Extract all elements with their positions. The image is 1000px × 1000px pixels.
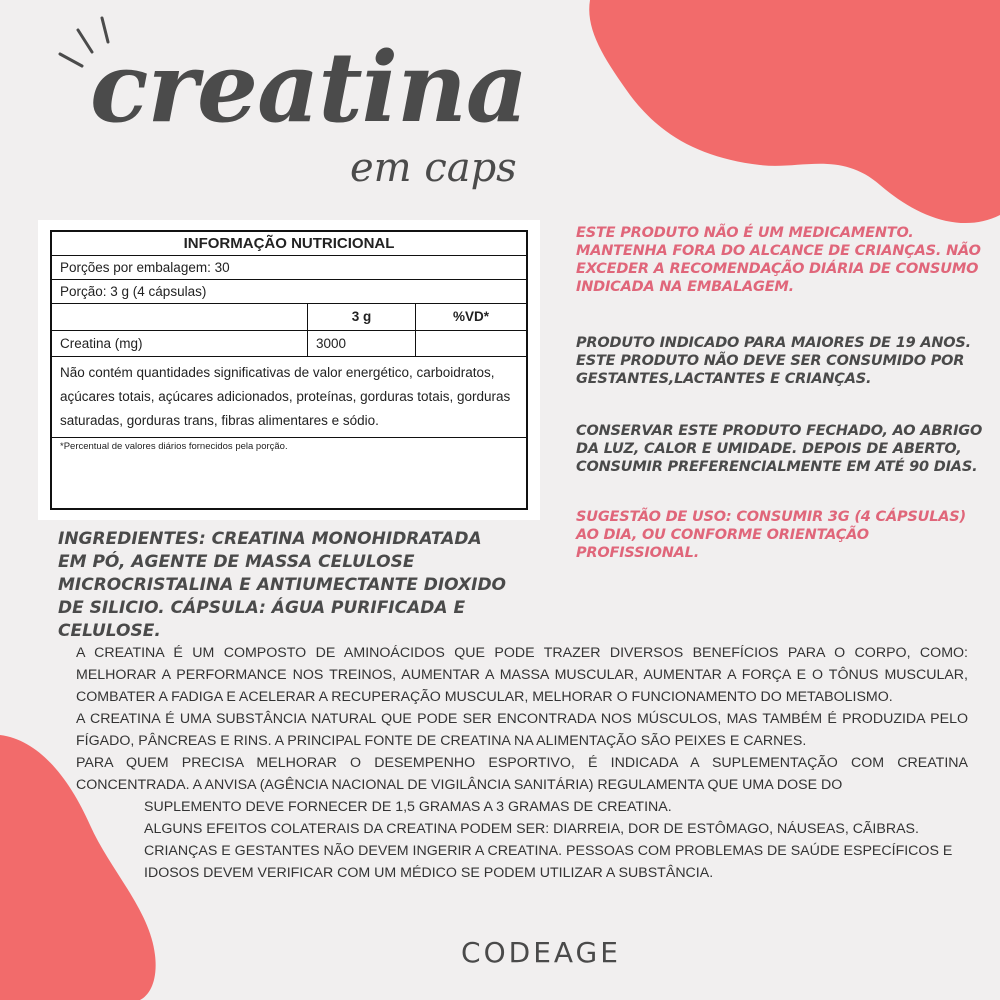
description-body [76, 642, 968, 884]
warning-age: PRODUTO INDICADO PARA MAIORES DE 19 ANOS. ESTE PRODUTO NÃO DEVE SER CONSUMIDO POR GESTANTES,LACTANTES E CRIANÇAS. [576, 335, 971, 387]
row-value: 3000 [308, 331, 416, 356]
usage-suggestion: SUGESTÃO DE USO: CONSUMIR 3G (4 CÁPSULAS) AO DIA, OU CONFORME ORIENTAÇÃO PROFISSIONAL. [576, 509, 966, 561]
title-block [50, 10, 570, 200]
brand-logo: CODEAGE [461, 936, 621, 969]
header-empty-cell [52, 304, 308, 330]
paragraph-supplementation: PARA QUEM PRECISA MELHORAR O DESEMPENHO ESPORTIVO, É INDICADA A SUPLEMENTAÇÃO COM CREATINA CONCENTRADA. A ANVISA (AGÊNCIA NACIONAL DE VIGILÂNCIA SANITÁRIA) REGULAMENTA QUE UMA DOSE DO [76, 755, 968, 793]
ingredients-text: INGREDIENTES: CREATINA MONOHIDRATADA EM PÓ, AGENTE DE MASSA CELULOSE MICROCRISTALINA E ANTIUMECTANTE DIOXIDO DE SILICIO. CÁPSULA: ÁGUA PURIFICADA E CELULOSE. [58, 529, 507, 641]
nutrition-title: INFORMAÇÃO NUTRICIONAL [52, 232, 526, 256]
nutrition-footnote: *Percentual de valores diários fornecidos pela porção. [60, 441, 288, 452]
header-amount: 3 g [308, 304, 416, 330]
table-row [52, 331, 526, 357]
row-label: Creatina (mg) [52, 331, 308, 356]
portion-size: Porção: 3 g (4 cápsulas) [52, 280, 526, 304]
product-title: creatina [90, 31, 528, 144]
nutrition-header-row [52, 304, 526, 331]
nutrition-table [38, 220, 540, 520]
nutrition-note: Não contém quantidades significativas de valor energético, carboidratos, açúcares totais, açúcares adicionados, proteínas, gorduras totais, gorduras saturadas, gorduras trans, fibras alimentares e sódio. [52, 357, 526, 438]
paragraph-dose: SUPLEMENTO DEVE FORNECER DE 1,5 GRAMAS A 3 GRAMAS DE CREATINA. [144, 799, 672, 815]
product-subtitle: em caps [350, 145, 517, 191]
paragraph-sources: A CREATINA É UMA SUBSTÂNCIA NATURAL QUE PODE SER ENCONTRADA NOS MÚSCULOS, MAS TAMBÉM É PRODUZIDA PELO FÍGADO, PÂNCREAS E RINS. A PRINCIPAL FONTE DE CREATINA NA ALIMENTAÇÃO SÃO PEIXES E CARNES. [76, 711, 968, 749]
servings-per-package: Porções por embalagem: 30 [52, 256, 526, 280]
header-vd: %VD* [452, 309, 489, 324]
paragraph-side-effects: ALGUNS EFEITOS COLATERAIS DA CREATINA PODEM SER: DIARREIA, DOR DE ESTÔMAGO, NÁUSEAS, CÃIBRAS. CRIANÇAS E GESTANTES NÃO DEVEM INGERIR A CREATINA. PESSOAS COM PROBLEMAS DE SAÚDE ESPECÍFICOS E IDOSOS DEVEM VERIFICAR COM UM MÉDICO SE PODEM UTILIZAR A SUBSTÂNCIA. [144, 821, 953, 881]
row-vd [416, 331, 526, 356]
warning-storage: CONSERVAR ESTE PRODUTO FECHADO, AO ABRIGO DA LUZ, CALOR E UMIDADE. DEPOIS DE ABERTO, CONSUMIR PREFERENCIALMENTE EM ATÉ 90 DIAS. [576, 423, 983, 475]
warning-medicine: ESTE PRODUTO NÃO É UM MEDICAMENTO. MANTENHA FORA DO ALCANCE DE CRIANÇAS. NÃO EXCEDER A RECOMENDAÇÃO DIÁRIA DE CONSUMO INDICADA NA EMBALAGEM. [576, 225, 981, 295]
paragraph-benefits: A CREATINA É UM COMPOSTO DE AMINOÁCIDOS QUE PODE TRAZER DIVERSOS BENEFÍCIOS PARA O CORPO, COMO: MELHORAR A PERFORMANCE NOS TREINOS, AUMENTAR A MASSA MUSCULAR, AUMENTAR A FORÇA E O TÔNUS MUSCULAR, COMBATER A FADIGA E ACELERAR A RECUPERAÇÃO MUSCULAR, MELHORAR O FUNCIONAMENTO DO METABOLISMO. [76, 645, 968, 705]
